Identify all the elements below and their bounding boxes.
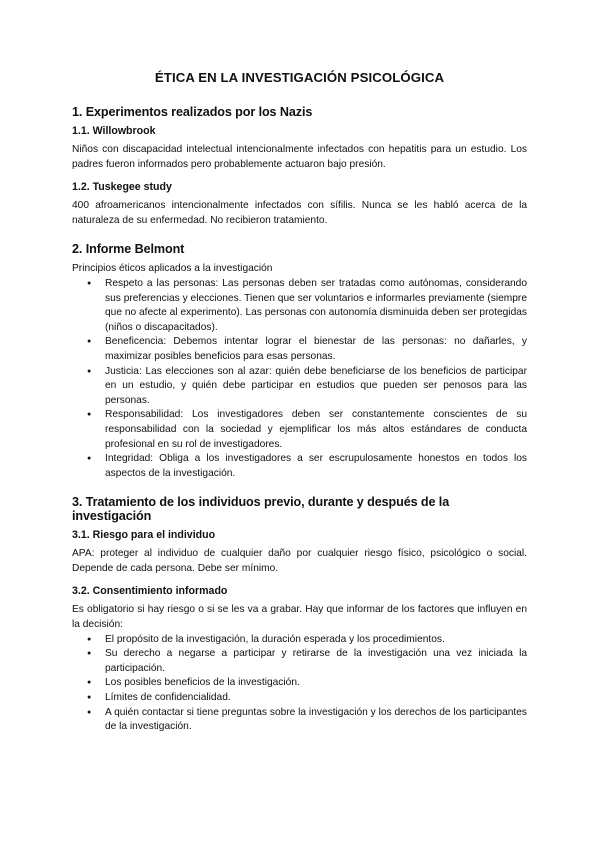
section-belmont-report	[72, 242, 527, 481]
subsection-heading: 3.2. Consentimiento informado	[72, 585, 228, 598]
list-item: ● Su derecho a negarse a participar y retirarse de la investigación una vez iniciada la participación.	[105, 647, 527, 676]
document-page	[72, 70, 527, 745]
list-item: ● Integridad: Obliga a los investigadores a ser escrupulosamente honestos en todos los aspectos de la investigación.	[105, 452, 527, 481]
subsection-heading: 1.2. Tuskegee study	[72, 181, 172, 194]
section-heading: 3. Tratamiento de los individuos previo, durante y después de la investigación	[72, 495, 450, 524]
section-heading: 1. Experimentos realizados por los Nazis	[72, 105, 313, 119]
subsection-informed-consent	[72, 585, 527, 734]
subsection-willowbrook	[72, 125, 527, 172]
list-item: ● Responsabilidad: Los investigadores deben ser constantemente conscientes de su responsabilidad con la sociedad y ejemplificar los más altos estándares de conducta profesional en su rol de investigadores.	[105, 408, 527, 452]
subsection-risk	[72, 529, 527, 576]
paragraph: 400 afroamericanos intencionalmente infectados con sífilis. Nunca se les habló acerca de la naturaleza de su enfermedad. No recibieron tratamiento.	[72, 200, 527, 226]
document-title: ÉTICA EN LA INVESTIGACIÓN PSICOLÓGICA	[154, 70, 445, 85]
section-nazi-experiments	[72, 105, 527, 228]
subsection-heading: 1.1. Willowbrook	[72, 125, 156, 137]
subsection-heading: 3.1. Riesgo para el individuo	[72, 529, 216, 542]
list-item: ● Los posibles beneficios de la investigación.	[105, 676, 527, 691]
list-item: ● Justicia: Las elecciones son al azar: quién debe beneficiarse de los beneficios de participar en un estudio, y quién debe participar en estudios que pueden ser penosos para las personas.	[105, 365, 527, 409]
section-treatment-of-individuals	[72, 495, 527, 735]
list-item: ● Límites de confidencialidad.	[105, 691, 527, 706]
list-item: ● Beneficencia: Debemos intentar lograr el bienestar de las personas: no dañarles, y maximizar posibles beneficios para esas personas.	[105, 335, 527, 364]
principles-list	[72, 277, 527, 481]
section-heading: 2. Informe Belmont	[72, 242, 185, 257]
list-item: ● A quién contactar si tiene preguntas sobre la investigación y los derechos de los participantes de la investigación.	[105, 706, 527, 735]
paragraph: APA: proteger al individuo de cualquier daño por cualquier riesgo físico, psicológico o social. Depende de cada persona. Debe ser mínimo.	[72, 548, 527, 574]
paragraph: Niños con discapacidad intelectual intencionalmente infectados con hepatitis para un estudio. Los padres fueron informados pero probablemente actuaron bajo presión.	[72, 144, 527, 170]
subsection-tuskegee	[72, 181, 527, 228]
consent-factors-list	[72, 633, 527, 735]
paragraph: Es obligatorio si hay riesgo o si se les va a grabar. Hay que informar de los factores que influyen en la decisión:	[72, 604, 527, 631]
paragraph: Principios éticos aplicados a la investigación	[72, 263, 273, 275]
list-item: ● El propósito de la investigación, la duración esperada y los procedimientos.	[105, 633, 527, 648]
list-item: ● Respeto a las personas: Las personas deben ser tratadas como autónomas, considerando sus preferencias y elecciones. Tienen que ser voluntarios e informarles previamente (siempre que no afecte al experimento). Las personas con autonomía disminuida deben ser protegidas (niños o discapacitados).	[105, 277, 527, 335]
